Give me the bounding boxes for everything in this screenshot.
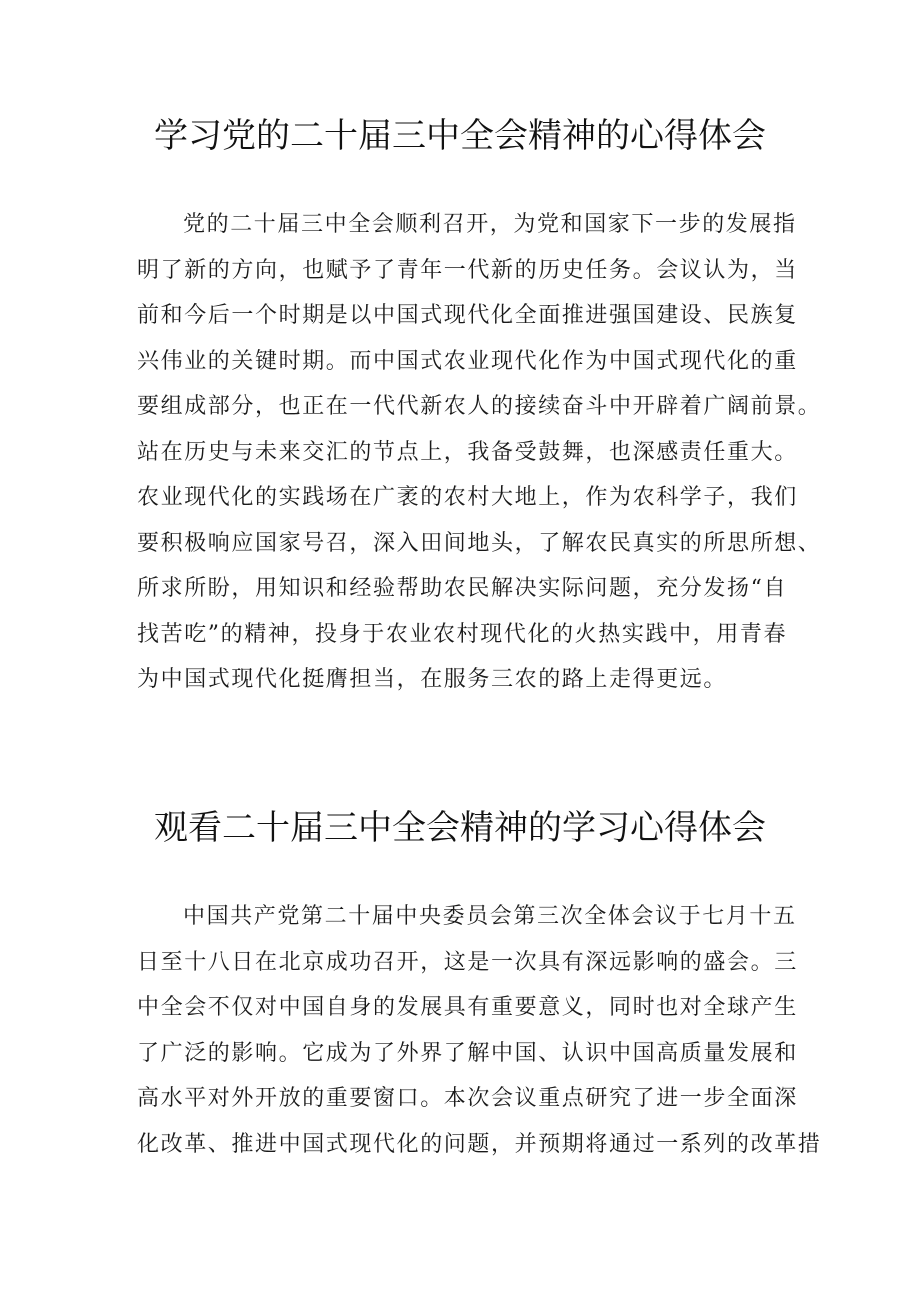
paragraph-line: 中国共产党第二十届中央委员会第三次全体会议于七月十五 (183, 904, 797, 929)
paragraph-line: 找苦吃”的精神，投身于农业农村现代化的火热实践中，用青春 (137, 621, 788, 647)
paragraph-line: 高水平对外开放的重要窗口。本次会议重点研究了进一步全面深 (137, 1086, 798, 1111)
section-2-paragraph (137, 894, 822, 1167)
paragraph-line: 中全会不仅对中国自身的发展具有重要意义，同时也对全球产生 (137, 995, 798, 1020)
paragraph-line: 农业现代化的实践场在广袤的农村大地上，作为农科学子，我们 (137, 485, 798, 510)
paragraph-line: 日至十八日在北京成功召开，这是一次具有深远影响的盛会。三 (137, 949, 798, 975)
paragraph-line: 明了新的方向，也赋予了青年一代新的历史任务。会议认为，当 (137, 257, 798, 283)
paragraph-line: 化改革、推进中国式现代化的问题，并预期将通过一系列的改革措 (137, 1131, 822, 1157)
paragraph-line: 要积极响应国家号召，深入田间地头，了解农民真实的所思所想、 (137, 530, 822, 556)
paragraph-line: 站在历史与未来交汇的节点上，我备受鼓舞，也深感责任重大。 (137, 439, 798, 465)
paragraph-line: 兴伟业的关键时期。而中国式农业现代化作为中国式现代化的重 (137, 348, 798, 374)
section-2-title: 观看二十届三中全会精神的学习心得体会 (154, 808, 766, 848)
paragraph-line: 前和今后一个时期是以中国式现代化全面推进强国建设、民族复 (137, 303, 798, 328)
paragraph-line: 所求所盼，用知识和经验帮助农民解决实际问题，充分发扬“自 (137, 576, 788, 601)
paragraph-line: 为中国式现代化挺膺担当，在服务三农的路上走得更远。 (137, 667, 728, 692)
paragraph-line: 了广泛的影响。它成为了外界了解中国、认识中国高质量发展和 (137, 1040, 798, 1066)
section-1-paragraph (137, 202, 822, 703)
section-1-title: 学习党的二十届三中全会精神的心得体会 (154, 116, 766, 156)
paragraph-line: 要组成部分，也正在一代代新农人的接续奋斗中开辟着广阔前景。 (137, 394, 822, 419)
paragraph-line: 党的二十届三中全会顺利召开，为党和国家下一步的发展指 (183, 212, 797, 237)
